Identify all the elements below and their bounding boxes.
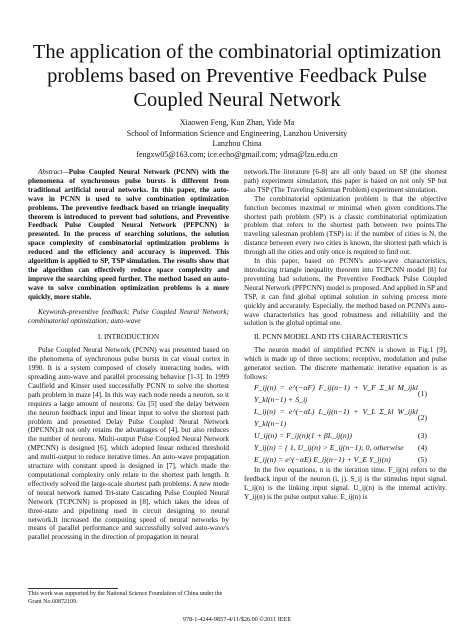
author-emails: fengxw05@163.com; ice.echo@gmail.com; ydma@lzu.edu.cn (136, 149, 338, 159)
equation-number: (2) (417, 412, 427, 422)
equation-body: Y_ij(n) = { 1, U_ij(n) > E_ij(n−1); 0, otherwise (254, 442, 404, 452)
equation-number: (3) (417, 430, 427, 440)
equation-body: F_ij(n) = e^(−αF) F_ij(n−1) + V_F Σ_kl M_ijkl Y_kl(n−1) + S_ij (254, 382, 418, 404)
equation-1 (244, 382, 447, 406)
affiliation: School of Information Science and Engineering, Lanzhou University (126, 128, 348, 138)
author-block (20, 118, 454, 160)
abstract-label: Abstract— (38, 168, 69, 176)
section-heading-pcnn-model: II. PCNN MODEL AND ITS CHARACTERISTICS (254, 332, 408, 342)
equation-5 (244, 454, 447, 466)
footnote-divider (28, 588, 118, 589)
equation-4 (244, 442, 447, 454)
right-paragraph-3: In this paper, based on PCNN's auto-wave characteristics, introducing triangle inequality theorem into TCPCNN model [8] for preventing bad solutions, the Preventive Feedback Pulse Coupled Neural Network (PFPCNN) model is proposed. And applied in SP and TSP, it can find global optimal solution in solving process more quickly and accurately. Especially, the method based on PCNN's auto-wave characteristics has good robustness and reliability and the solution is the global optimal one. (244, 257, 447, 328)
abstract (28, 168, 229, 302)
right-paragraph-2: The combinatorial optimization problem is that the objective function becomes maximal or minimal when given conditions.The shortest path problem (SP) is a classic combinatorial optimization problem that refers to the shortest path between two points.The traveling salesman problem (TSP) is: if the number of cities is N, the distance between every two cities is known, the shortest path which is through all the cities and only once is required to find out. (244, 194, 447, 257)
author-names: Xiaowen Feng, Kun Zhan, Yide Ma (179, 118, 295, 127)
equation-number: (4) (417, 442, 427, 452)
intro-paragraph: Pulse Coupled Neural Network (PCNN) was presented based on the phenomena of synchronous pulse bursts in cat visual cortex in 1990. It is a system composed of closely interacting nodes, with spreading auto-wave and parallel processing behavior [1-3]. In 1999 Caulfield and Kinser used successfully PCNN to solve the shortest path problem in maze [4]. In this way each node needs a neuron, so it requires a large amount of neurons. Gu [5] used the delay between the neuron feedback input and linear input to solve the shortest path problem and presented Delay Pulse Coupled Neural Network (DPCNN).It not only retains the advantages of [4], but also reduces the number of neurons. Multi-output Pulse Coupled Neural Network (MPCNN) is designed [6], which adopted linear reduced threshold and multi-output to reduce iterative times. An auto-wave propagation structure with constant speed is designed in [7], which made the computational complexity only relate to the shortest path length. It effectively solved the large-scale shortest path problems. A new mode of neural network named Tri-state Cascading Pulse Coupled Neural Network (TCPCNN) is proposed in [8], which takes the ideas of three-state and pipelining used in circuit designing to neural network.It increased the computing speed of neural networks by means of parallel performance and successfully solved auto-wave's parallel processing in the direction of propagation in neural (28, 346, 229, 542)
model-paragraph-2: In the five equations, n is the iteration time. F_ij(n) refers to the feedback input of the neuron (i, j). S_ij is the stimulus input signal. L_ij(n) is the linking input signal. U_ij(n) is the internal activity. Y_ij(n) is the pulse output value. E_ij(n) is (244, 465, 447, 501)
page-footer: 978-1-4244-9857-4/11/$26.00 ©2011 IEEE (182, 616, 292, 623)
equation-body: E_ij(n) = e^(−αE) E_ij(n−1) + V_E Y_ij(n) (254, 454, 391, 464)
equation-number: (5) (417, 454, 427, 464)
equation-number: (1) (417, 388, 427, 398)
keywords: Keywords-preventive feedback; Pulse Coupled Neural Network; combinatorial optimization; auto-wave (28, 307, 229, 325)
footnote: This work was supported by the National Science Foundation of China under the Grant No.60872109. (28, 591, 223, 605)
equation-body: U_ij(n) = F_ij(n)(1 + βL_ij(n)) (254, 430, 352, 440)
equation-3 (244, 430, 447, 442)
abstract-text: Pulse Coupled Neural Network (PCNN) with the phenomena of synchronous pulse bursts is different from traditional artificial neural networks. In this paper, the auto-wave in PCNN is used to solve combination optimization problems. The preventive feedback based on triangle inequality theorem is introduced to prevent bad solutions, and Preventive Feedback Pulse Coupled Neural Network (PFPCNN) is presented. In the process of searching solutions, the solution space complexity of combinatorial optimization problems is reduced and the efficiency and accuracy is improved. This algorithm is applied to SP, TSP simulation. The results show that the algorithm can effectively reduce space complexity and improve the searching speed further. The method based on auto-wave to solve combination optimization problems is a more quickly, more stable. (28, 168, 229, 301)
right-paragraph-1: network.The literature [6-8] are all only based on SP (the shortest path) experiment simulation, this paper is based on not only SP but also TSP (The Traveling Saleman Problem) experiment simulation. (244, 168, 447, 194)
section-heading-introduction: I. INTRODUCTION (97, 332, 160, 342)
equation-body: L_ij(n) = e^(−αL) L_ij(n−1) + V_L Σ_kl W_ijkl Y_kl(n−1) (254, 406, 418, 428)
paper-title: The application of the combinatorial optimization problems based on Preventive Feedback Pulse Coupled Neural Network (32, 41, 442, 111)
model-paragraph-1: The neuron model of simplified PCNN is shown in Fig.1 [9], which is made up of three sections: receptive, modulation and pulse generator section. The discrete mathematic iterative equation is as follows: (244, 346, 447, 381)
left-column (28, 168, 229, 542)
right-column (244, 168, 447, 501)
equation-2 (244, 406, 447, 430)
location: Lanzhou China (212, 139, 262, 148)
